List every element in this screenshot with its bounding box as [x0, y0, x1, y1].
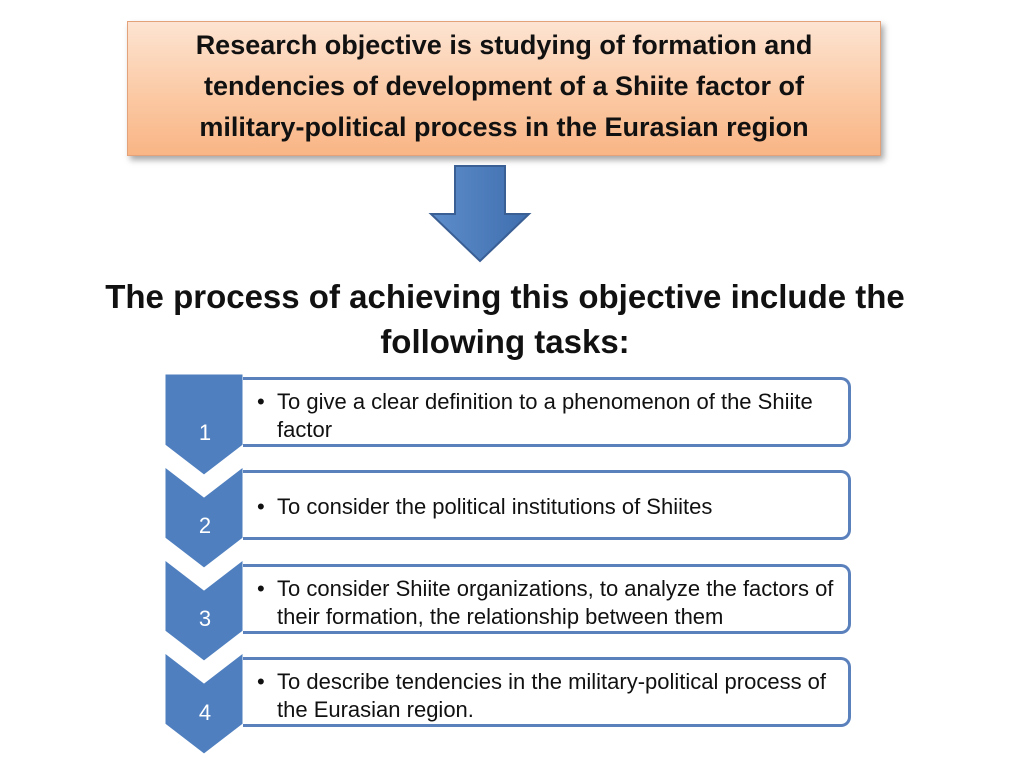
bullet: • — [257, 576, 265, 601]
task-box-4 — [243, 657, 851, 727]
task-box-3 — [243, 564, 851, 634]
bullet: • — [257, 669, 265, 694]
tasks-heading: The process of achieving this objective include the following tasks: — [105, 278, 905, 360]
task-number-2: 2 — [198, 513, 212, 538]
task-chevrons — [0, 0, 260, 767]
objective-text: Research objective is studying of formation and tendencies of development of a Shiite factor of military-political process in the Eurasian region — [195, 30, 813, 142]
task-number-1: 1 — [198, 420, 212, 445]
task-box-1 — [243, 377, 851, 447]
task-number-3: 3 — [198, 606, 212, 631]
bullet: • — [257, 494, 265, 519]
task-text-4: To describe tendencies in the military-political process of the Eurasian region. — [277, 669, 827, 722]
task-text-2: To consider the political institutions of Shiites — [277, 494, 713, 519]
task-text-1: To give a clear definition to a phenomenon of the Shiite factor — [277, 389, 813, 442]
down-arrow-icon — [428, 164, 532, 264]
task-text-3: To consider Shiite organizations, to analyze the factors of their formation, the relationship between them — [277, 576, 834, 629]
bullet: • — [257, 389, 265, 414]
task-number-4: 4 — [198, 700, 212, 725]
task-box-2 — [243, 470, 851, 540]
